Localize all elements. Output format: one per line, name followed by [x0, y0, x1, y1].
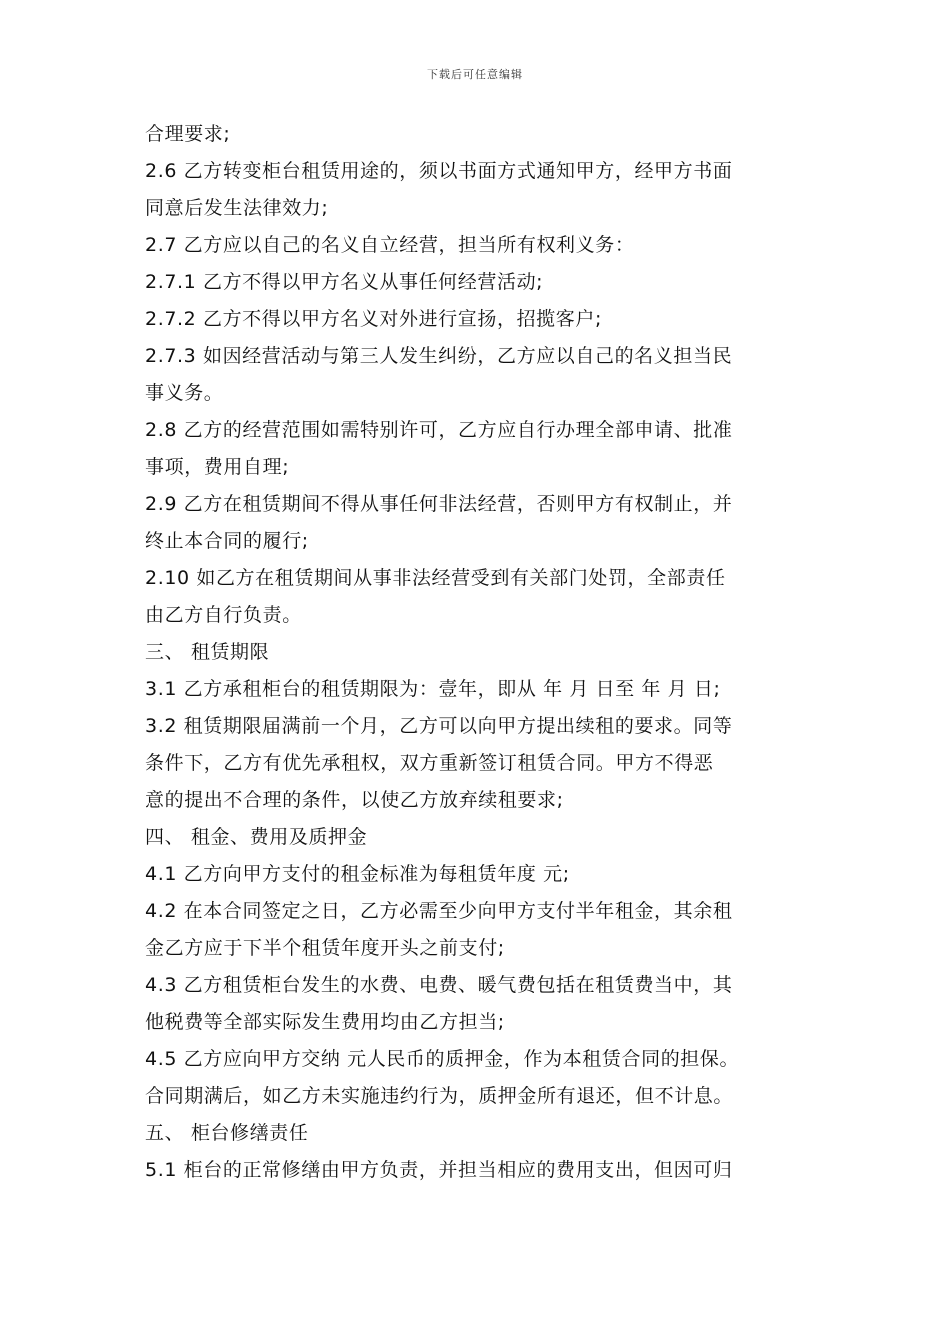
- text-line: 他税费等全部实际发生费用均由乙方担当;: [145, 1011, 505, 1033]
- text-line: 合理要求;: [145, 123, 231, 145]
- text-line: 3.1 乙方承租柜台的租赁期限为：壹年，即从 年 月 日至 年 月 日;: [145, 678, 721, 700]
- text-line: 2.9 乙方在租赁期间不得从事任何非法经营，否则甲方有权制止，并: [145, 493, 733, 515]
- text-line: 终止本合同的履行;: [145, 530, 309, 552]
- text-line: 3.2 租赁期限届满前一个月，乙方可以向甲方提出续租的要求。同等: [145, 715, 733, 737]
- text-line: 合同期满后，如乙方未实施违约行为，质押金所有退还，但不计息。: [145, 1085, 734, 1107]
- text-line: 4.2 在本合同签定之日，乙方必需至少向甲方支付半年租金，其余租: [145, 900, 733, 922]
- text-line: 2.7 乙方应以自己的名义自立经营，担当所有权利义务：: [145, 234, 635, 256]
- text-line: 条件下，乙方有优先承租权，双方重新签订租赁合同。甲方不得恶: [145, 752, 714, 774]
- text-line: 4.3 乙方租赁柜台发生的水费、电费、暖气费包括在租赁费当中，其: [145, 974, 733, 996]
- text-line: 2.7.1 乙方不得以甲方名义从事任何经营活动;: [145, 271, 544, 293]
- page-header: 下载后可任意编辑: [427, 68, 523, 81]
- text-line: 2.7.2 乙方不得以甲方名义对外进行宣扬，招揽客户;: [145, 308, 602, 330]
- text-line: 2.7.3 如因经营活动与第三人发生纠纷，乙方应以自己的名义担当民: [145, 345, 733, 367]
- text-line: 2.10 如乙方在租赁期间从事非法经营受到有关部门处罚，全部责任: [145, 567, 726, 589]
- text-line: 意的提出不合理的条件，以使乙方放弃续租要求;: [145, 789, 564, 811]
- text-line: 4.1 乙方向甲方支付的租金标准为每租赁年度 元;: [145, 863, 570, 885]
- text-line: 金乙方应于下半个租赁年度开头之前支付;: [145, 937, 505, 959]
- text-line: 5.1 柜台的正常修缮由甲方负责，并担当相应的费用支出，但因可归: [145, 1159, 733, 1181]
- document-body: [145, 116, 835, 1189]
- text-line: 4.5 乙方应向甲方交纳 元人民币的质押金，作为本租赁合同的担保。: [145, 1048, 740, 1070]
- section-heading: 五、 柜台修缮责任: [145, 1122, 309, 1144]
- text-line: 事义务。: [145, 382, 224, 404]
- section-heading: 三、 租赁期限: [145, 641, 270, 663]
- text-line: 2.8 乙方的经营范围如需特别许可，乙方应自行办理全部申请、批准: [145, 419, 733, 441]
- section-heading: 四、 租金、费用及质押金: [145, 826, 368, 848]
- text-line: 由乙方自行负责。: [145, 604, 302, 626]
- text-line: 事项，费用自理;: [145, 456, 290, 478]
- text-line: 2.6 乙方转变柜台租赁用途的，须以书面方式通知甲方，经甲方书面: [145, 160, 733, 182]
- text-line: 同意后发生法律效力;: [145, 197, 329, 219]
